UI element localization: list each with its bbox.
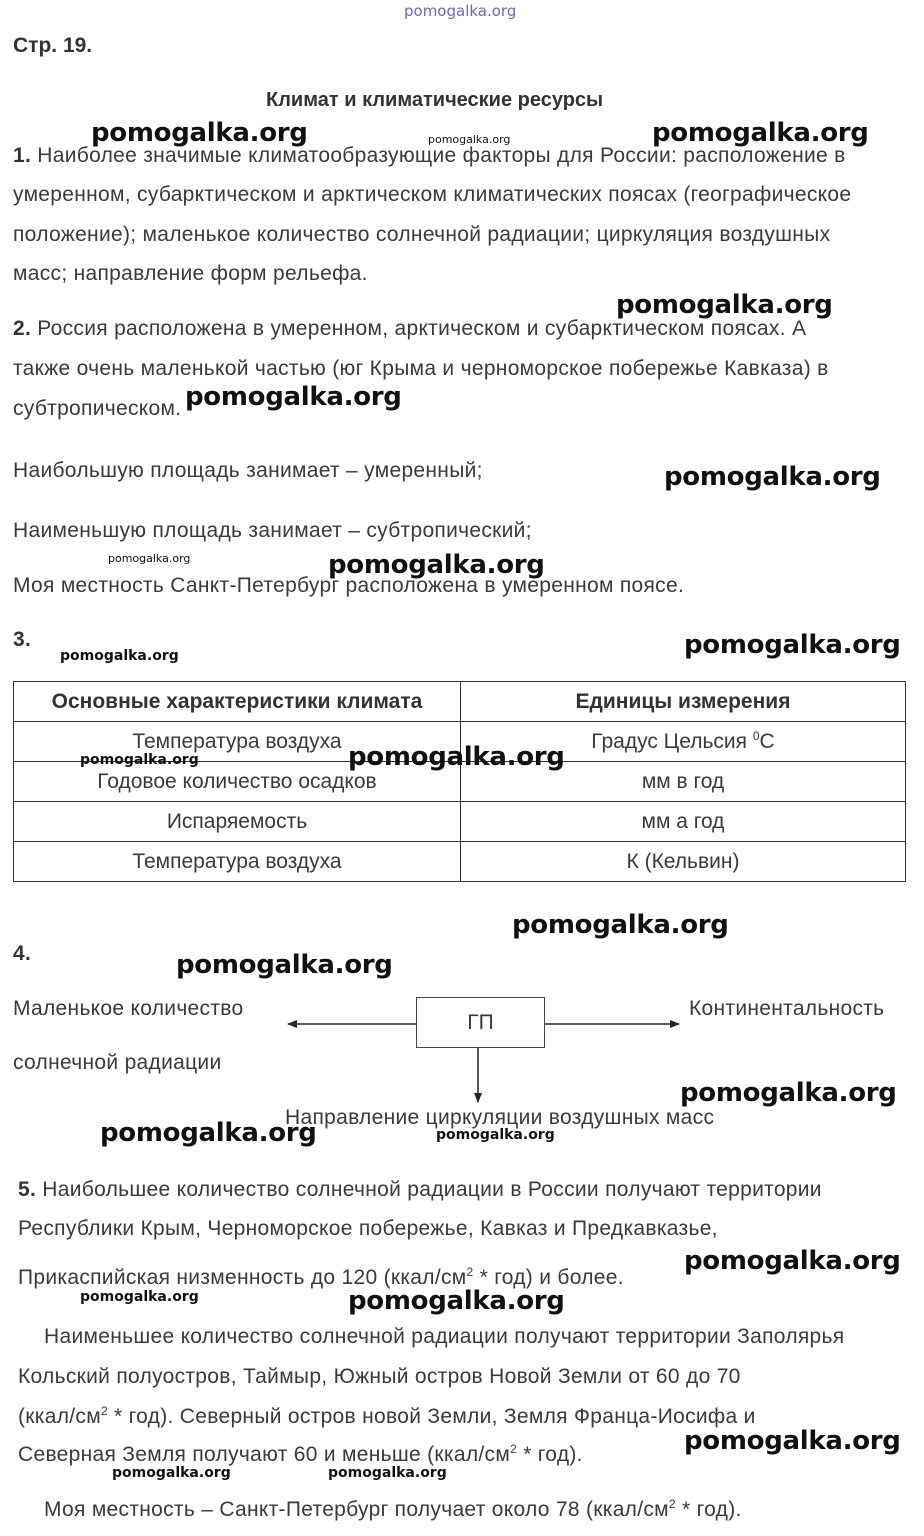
top-site-watermark: pomogalka.org xyxy=(404,2,517,20)
table-cell: мм в год xyxy=(461,762,906,802)
table-cell: Градус Цельсия $^0$C xyxy=(461,722,906,762)
watermark: pomogalka.org xyxy=(91,118,308,148)
q1-line-4: масс; направление форм рельефа. xyxy=(13,262,368,285)
watermark: pomogalka.org xyxy=(185,382,402,412)
q5-line-3: Прикаспийская низменность до 120 $(ккал/см^2 * год)$ и более. xyxy=(18,1265,624,1289)
q5-line-2: Республики Крым, Черноморское побережье, Кавказ и Предкавказье, xyxy=(18,1217,718,1240)
q2-local-zone: Моя местность Санкт-Петербург расположена в умеренном поясе. xyxy=(13,574,685,597)
watermark: pomogalka.org xyxy=(348,742,565,772)
watermark: pomogalka.org xyxy=(100,1118,317,1148)
watermark: pomogalka.org xyxy=(684,1246,901,1276)
watermark: pomogalka.org xyxy=(616,290,833,320)
table-cell: К (Кельвин) xyxy=(461,842,906,882)
q2-smallest-zone: Наименьшую площадь занимает – субтропический; xyxy=(13,519,532,542)
diagram-left-label-line-2: солнечной радиации xyxy=(13,1051,222,1074)
watermark: pomogalka.org xyxy=(348,1286,565,1316)
watermark: pomogalka.org xyxy=(652,118,869,148)
q1-line-3: положение); маленькое количество солнечной радиации; циркуляция воздушных xyxy=(13,223,831,246)
watermark: pomogalka.org xyxy=(80,752,199,768)
diagram-left-label-line-1: Маленькое количество xyxy=(13,997,244,1020)
q2-largest-zone: Наибольшую площадь занимает – умеренный; xyxy=(13,459,483,482)
watermark: pomogalka.org xyxy=(108,552,191,565)
watermark: pomogalka.org xyxy=(328,1465,447,1481)
page-title: Климат и климатические ресурсы xyxy=(266,89,604,111)
watermark: pomogalka.org xyxy=(684,1426,901,1456)
watermark: pomogalka.org xyxy=(60,648,179,664)
watermark: pomogalka.org xyxy=(80,1289,199,1305)
q2-line-3: субтропическом. xyxy=(13,397,182,420)
table-cell: Температура воздуха xyxy=(14,722,461,762)
q1-line-1: 1. Наиболее значимые климатообразующие факторы для России: расположение в xyxy=(13,144,846,167)
table-header-characteristics: Основные характеристики климата xyxy=(14,682,461,722)
watermark: pomogalka.org xyxy=(112,1465,231,1481)
table-cell: Температура воздуха xyxy=(14,842,461,882)
watermark: pomogalka.org xyxy=(664,462,881,492)
degree-superscript: 0 xyxy=(752,729,760,743)
watermark: pomogalka.org xyxy=(436,1127,555,1143)
page-reference: Стр. 19. xyxy=(13,34,93,57)
watermark: pomogalka.org xyxy=(176,950,393,980)
q5-line-1: 5. Наибольшее количество солнечной радиации в России получают территории xyxy=(18,1178,822,1201)
diagram-bottom-label: Направление циркуляции воздушных масс xyxy=(285,1106,715,1129)
table-cell: Годовое количество осадков xyxy=(14,762,461,802)
q5-line-8: Моя местность – Санкт-Петербург получает около 78 $(ккал/см^2 * год)$. xyxy=(44,1497,742,1521)
q5-line-5: Кольский полуостров, Таймыр, Южный остров Новой Земли от 60 до 70 xyxy=(18,1365,741,1388)
q2-line-1: 2. Россия расположена в умеренном, арктическом и субарктическом поясах. А xyxy=(13,317,807,340)
diagram-right-label: Континентальность xyxy=(689,997,885,1020)
table-cell: мм а год xyxy=(461,802,906,842)
q5-number: 5. xyxy=(18,1178,37,1201)
q2-line-2: также очень маленькой частью (юг Крыма и черноморское побережье Кавказа) в xyxy=(13,357,829,380)
q4-number: 4. xyxy=(13,942,32,965)
q3-number: 3. xyxy=(13,628,32,651)
q1-number: 1. xyxy=(13,144,32,167)
watermark: pomogalka.org xyxy=(680,1078,897,1108)
watermark: pomogalka.org xyxy=(328,550,545,580)
q2-number: 2. xyxy=(13,317,32,340)
q1-line-2: умеренном, субарктическом и арктическом климатических поясах (географическое xyxy=(13,183,852,206)
table-cell: Испаряемость xyxy=(14,802,461,842)
table-header-units: Единицы измерения xyxy=(461,682,906,722)
watermark: pomogalka.org xyxy=(512,910,729,940)
watermark: pomogalka.org xyxy=(684,630,901,660)
watermark: pomogalka.org xyxy=(428,133,511,146)
q5-line-4: Наименьшее количество солнечной радиации получают территории Заполярья xyxy=(44,1325,845,1348)
q5-line-6: $(ккал/см^2 * год)$. Северный остров новой Земли, Земля Франца-Иосифа и xyxy=(18,1404,756,1428)
q5-line-7: Северная Земля получают 60 и меньше $(ккал/см^2 * год)$. xyxy=(18,1442,583,1466)
diagram-center-label: ГП xyxy=(467,1010,494,1034)
